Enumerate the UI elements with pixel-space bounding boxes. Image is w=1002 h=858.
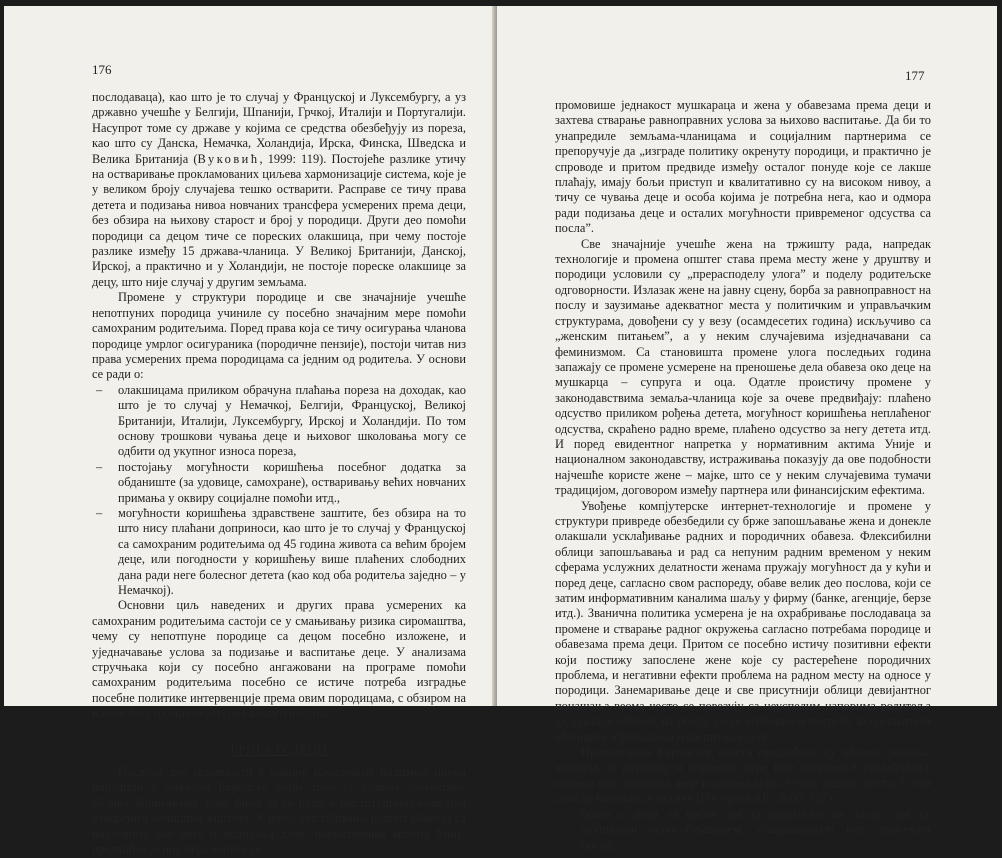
paragraph: послодаваца), као што је то случај у Француској и Луксембургу, а уз државно учешће у Белгији, Шпанији, Грчкој, Италији и Португалији. Насупрот томе су државе у којима се средства обезбеђују из пореза, као што су Данска, Немачка, Холандија, Ирска, Финска, Шведска и Велика Британија (Вуковић, 1999: 119). Постојеће разлике утичу на остваривање прокламованих циљева хармонизације система, које је у великом броју случајева тешко остварити. Расправе се тичу права детета и подизања нивоа новчаних трансфера усмерених према деци, без обзира на њихову старост и број у породици. Други део помоћи породици са децом тиче се пореских олакшица, при чему постоје разлике између 15 држава-чланица. У Великој Британији, Данској, Ирској, а практично и у Холандији, не постоје пореске олакшице за децу, што није случај у другим земљама. [92,90,466,289]
page-number: 176 [92,62,112,77]
list-item: – постојању могућности коришћења посебног додатка за обданиште (за удовице, самохране), остваривању већих новчаних примања у оквиру социјалне помоћи итд., [92,460,466,506]
paragraph: Основни циљ наведених и других права усмерених ка самохраним родитељима састоји се у смањивању ризика сиромаштва, чему су непотпуне породице са децом посебно изложене, и уједначавање услова за подизање и васпитање деце. У анализама стручњака који су посебно ангажовани на програме помоћи самохраним родитељима посебно се истиче потреба изградње посебне политике интервенције према овим породицама, с обзиром на њихов број и социо-културне карактеристике. [92,598,466,721]
author-name: Петровић [700,791,772,806]
section-heading: БРИГА О ДЕЦИ [230,741,328,757]
list-item: – олакшицама приликом обрачуна плаћања пореза на доходак, као што је то случај у Немачкој, Белгији, Француској, Великој Британији, Италији, Луксембургу, Ирској и Холандији. По том основу трошкови чувања деце и њиховог школовања могу се одбити од укупног износа пореза, [92,383,466,460]
list-item: – брига о деци за време док су родитељи на послу, док су окупирани оспособљавањем, усавршавањем или тражењем посла; [555,807,931,853]
paragraph: промовише једнакост мушкараца и жена у обавезама према деци и захтева стварање равноправних услова за њихово васпитање. Да би то унапредиле земљама-чланицама и социјалним партнерима се препоручује да „изграде политику окренуту породици, и практично је спроводе и притом предвиде између осталог понуде које се лакше плаћају, имају бољи приступ и квалитативно су на високом нивоу, а тичу се чувања деце и особа којима је потребна нега, као и одмора ради подизања деце и осталих могућности привременог одсуства са посла”. [555,98,931,236]
paragraph: Препорукама Европског савета предвиђене су обавезе земаља-чланица да развијају и спроводе мере које доприносе усклађивању обавеза око подизања деце и захтева који се тичу радног места. У том смислу посебно се истичу (Петровић, 2000: 127): [555,745,931,806]
right-page [497,6,997,852]
author-name: Вуковић [197,151,260,166]
page-number: 177 [905,68,925,83]
page-body [555,98,931,853]
paragraph: Увођење компјутерске интернет-технологије и промене у структури привреде обезбедили су брже запошљавање жена и донекле олакшали усклађивање радних и породичних обавеза. Флексибилни облици запошљавања и рад са непуним радним временом у неким сферама услужних делатности женама пружају могућност да у кући и поред деце, сагласно свом распореду, обаве велик део послова, који се затим информативним каналима шаљу у фирму (банке, агенције, берзе итд.). Званична политика усмерена је на охрабривање послодаваца за промене и стварање радног окружења сагласно потребама породице и обавезама према деци. Притом се посебно истичу позитивни ефекти који постижу запослене жене које су растерећене породичних проблема, и негативни ефекти проблема на радном месту на односе у породици. Занемаривање деце и све присутнији облици девијантног понашања веома често се повезују са неуспелим напорима родитеља да ускладе обавезе на послу, своје амбиције и потребе за адекватним облицима збрињавања и васпитања деце. [555,498,931,744]
paragraph: Посебан део активности у оквиру комплексне политике према породици у земљама Европске уније тиче се развоја адекватних облика збрињавања деце, било да се ради о институционалним или отвореним облицима заштите. У циљу усклађивања радних обавеза са пословима око неге и подизања деце, нормативним актима Уније предвиђен је низ мера којима се [92,765,466,857]
paragraph: Промене у структури породице и све значајније учешће непотпуних породица учиниле су посебно значајним мере помоћи самохраним родитељима. Поред права која се тичу осигурања чланова породице умрлог осигураника (породичне пензије), постоји читав низ права усмерених према породицама са једним од родитеља. У основи се ради о: [92,290,466,382]
bullet-list [92,383,466,599]
bullet-list [555,807,931,853]
paragraph: Све значајније учешће жена на тржишту рада, напредак технологије и промена општег става према месту жене у друштву и породици условили су „прерасподелу улога” и поделу родитељске одговорности. Излазак жене на јавну сцену, борба за равноправност на послу и заузимање адекватног места у политичким и управљачким структурама, довођени су у везу (осамдесетих година) искључиво са „женским питањем”, а у неким случајевима изједначавани са феминизмом. Са становишта промене улога последњих година запажају се промене усмерене на преношење дела обавеза око деце на мушкарца – супруга и оца. Одатле проистичу промене у законодавствима земаља-чланица које за очеве предвиђају: плаћено одсуство приликом рођења детета, могућност коришћења неплаћеног одсуства, скраћено радно време, плаћено одсуство за негу детета итд. И поред евидентног напретка у нормативним актима Уније и националном законодавству, истраживања показују да ове подобности најчешће користе жене – мајке, што се у неким случајевима тумачи традицијом, договором између партнера или финансијским ефектима. [555,236,931,498]
page-body [92,90,466,858]
list-item: – могућности коришћења здравствене заштите, без обзира на то што нису плаћани доприноси, као што је то случај у Француској са самохраним родитељима од 45 година живота са већим бројем деце, или погодности у коришћењу више плаћених слободних дана ради неге болесног детета (као код оба родитеља заједно – у Немачкој). [92,506,466,598]
left-page [4,6,496,857]
